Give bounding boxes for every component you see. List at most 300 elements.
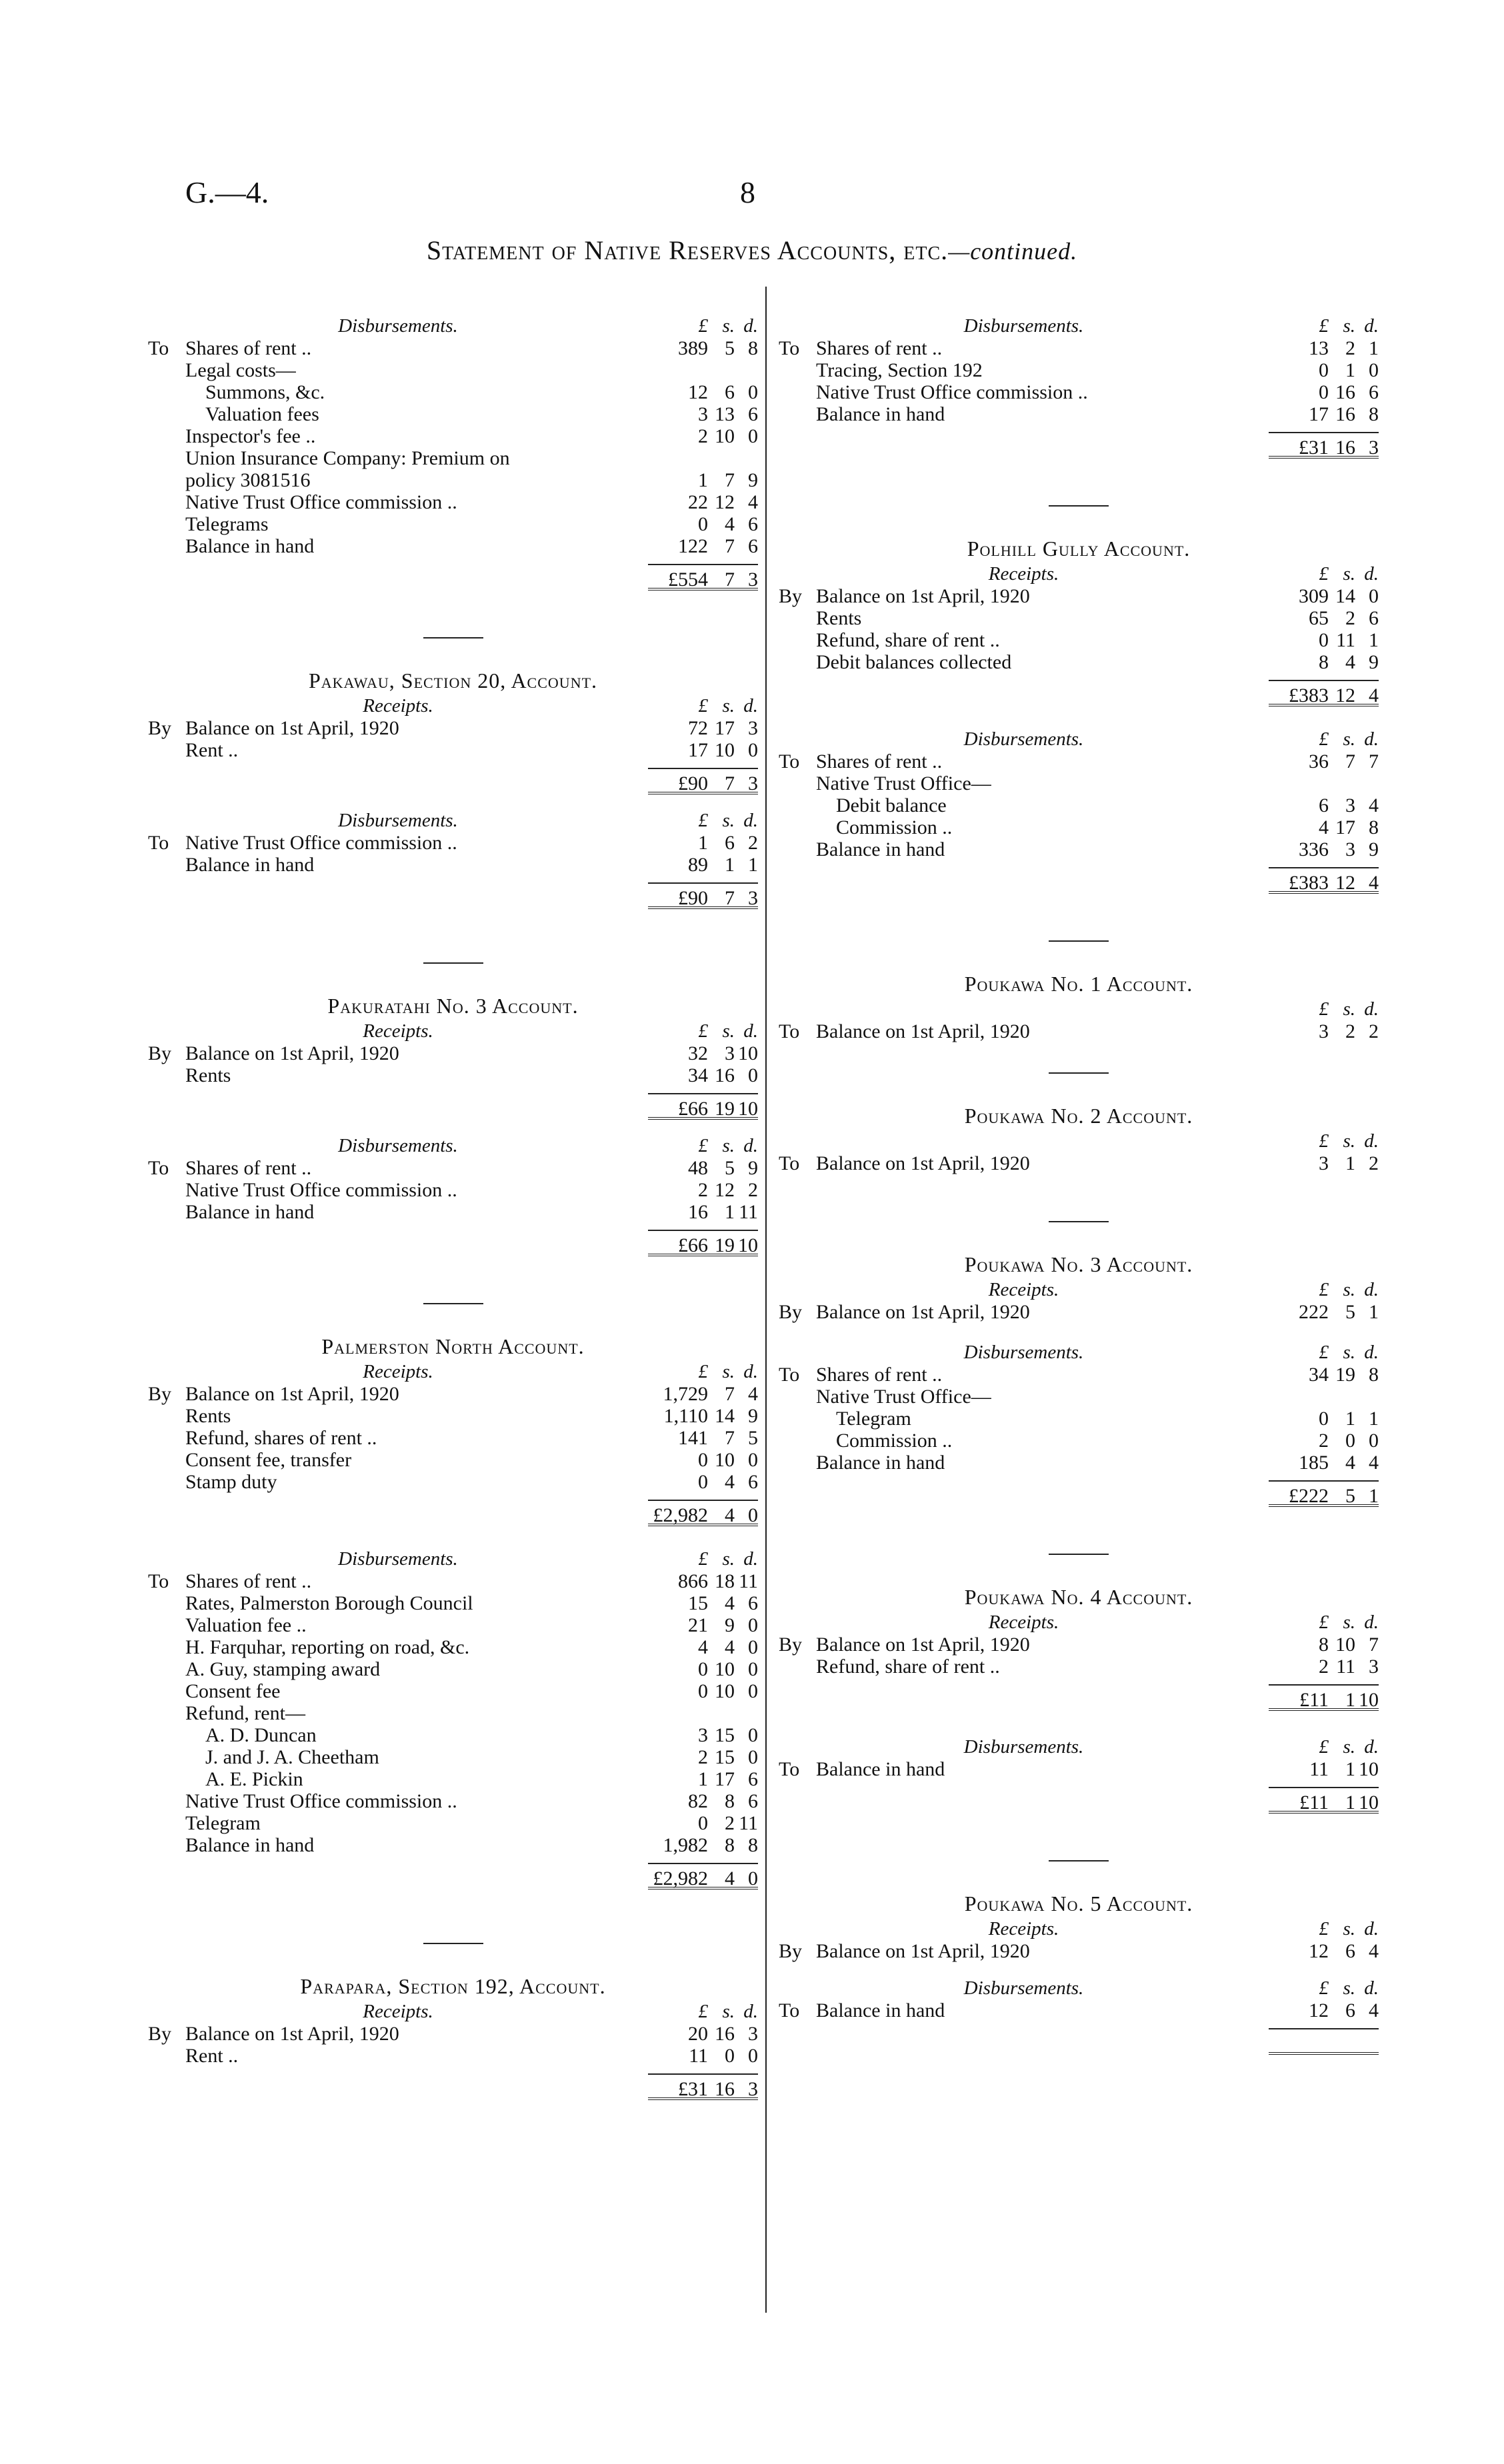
currency-header-d: d. <box>1364 1612 1379 1633</box>
row-amount <box>1269 1634 1379 1656</box>
row-amount-d: 6 <box>748 1790 758 1812</box>
ledger-row <box>779 1152 1379 1174</box>
account-pakuratahi-rec <box>148 962 758 1120</box>
row-amount-s: 1 <box>1345 1152 1355 1174</box>
currency-header <box>648 1020 758 1042</box>
currency-header-l: £ <box>1319 1130 1329 1152</box>
subheader <box>148 808 758 832</box>
row-description: Balance in hand <box>185 535 315 557</box>
total-spacer <box>148 2073 648 2100</box>
row-amount <box>648 1157 758 1179</box>
row-amount-l: 0 <box>698 1471 708 1493</box>
currency-header-d: d. <box>1364 728 1379 750</box>
row-prefix <box>779 381 816 403</box>
row-amount <box>648 1702 758 1724</box>
row-amount <box>1269 1152 1379 1174</box>
row-amount-s <box>1329 1386 1355 1408</box>
row-amount-s: 2 <box>1345 607 1355 629</box>
row-prefix <box>148 381 185 403</box>
row-description: Rents <box>185 1064 231 1086</box>
row-amount-s: 12 <box>715 491 735 513</box>
total-amount-s: 5 <box>1345 1485 1355 1507</box>
currency-header-l: £ <box>1319 1279 1329 1300</box>
row-description: Telegram <box>836 1408 911 1430</box>
row-description: Debit balances collected <box>816 651 1012 673</box>
row-amount-l: 1,982 <box>663 1834 708 1856</box>
currency-header-d: d. <box>1364 563 1379 585</box>
row-description: Debit balance <box>836 794 947 816</box>
row-amount-d: 6 <box>748 513 758 535</box>
row-prefix: By <box>779 1940 803 1962</box>
row-amount-s <box>708 359 735 381</box>
ledger-row <box>148 1790 758 1812</box>
row-prefix <box>148 1658 185 1680</box>
total-amount-d: 4 <box>1369 872 1379 894</box>
row-description: H. Farquhar, reporting on road, &c. <box>185 1636 470 1658</box>
row-prefix <box>779 403 816 425</box>
row-amount-d: 8 <box>1369 1364 1379 1386</box>
row-amount <box>648 1064 758 1086</box>
row-amount-d: 3 <box>1369 1656 1379 1678</box>
total-row <box>779 2028 1379 2055</box>
row-amount-l: 222 <box>1299 1301 1329 1323</box>
subheader <box>779 996 1379 1020</box>
total-amount-d: 10 <box>1359 1689 1379 1711</box>
account-title: Palmerston North Account. <box>321 1334 585 1358</box>
currency-header <box>1269 1977 1379 1999</box>
row-description: Rent .. <box>185 2045 239 2067</box>
row-description: Balance on 1st April, 1920 <box>816 585 1030 607</box>
total-spacer <box>779 867 1269 894</box>
row-amount-l <box>648 359 708 381</box>
row-amount-s: 6 <box>725 381 735 403</box>
row-amount-l: 11 <box>689 2045 708 2067</box>
row-description: Valuation fee .. <box>185 1614 307 1636</box>
row-amount-l: 12 <box>1309 1940 1329 1962</box>
row-description: Balance on 1st April, 1920 <box>816 1301 1030 1323</box>
row-prefix <box>148 1834 185 1856</box>
row-amount-l: 0 <box>698 1449 708 1471</box>
subheader <box>148 693 758 717</box>
total-amount <box>1269 1480 1379 1507</box>
currency-header-d: d. <box>1364 1736 1379 1758</box>
ledger-row <box>779 403 1379 425</box>
account-parapara-disb <box>779 313 1379 459</box>
row-amount <box>1269 1452 1379 1474</box>
subheader <box>148 1546 758 1570</box>
row-amount <box>1269 629 1379 651</box>
total-amount <box>648 1500 758 1526</box>
currency-header-s: s. <box>1343 1612 1355 1633</box>
row-amount-d: 0 <box>748 739 758 761</box>
ledger-row <box>779 337 1379 359</box>
row-amount-d: 4 <box>748 1383 758 1405</box>
row-prefix <box>779 1430 816 1452</box>
total-amount-s: 7 <box>725 569 735 591</box>
ledger-row <box>148 1724 758 1746</box>
row-amount-s: 13 <box>715 403 735 425</box>
ledger-row <box>779 651 1379 673</box>
row-amount-l: 21 <box>688 1614 708 1636</box>
ledger-row <box>779 381 1379 403</box>
account-poukawa5-disb <box>779 1975 1379 2055</box>
row-amount-l: 89 <box>688 854 708 876</box>
row-amount-s: 14 <box>1335 585 1355 607</box>
total-row <box>148 2073 758 2100</box>
row-amount <box>648 1201 758 1223</box>
row-amount-d <box>735 447 758 469</box>
row-amount-s: 1 <box>1345 359 1355 381</box>
row-amount-l: 2 <box>1319 1656 1329 1678</box>
ledger-row <box>779 1999 1379 2021</box>
account-poukawa3-disb <box>779 1340 1379 1507</box>
ledger-row <box>148 739 758 761</box>
ledger-row <box>779 629 1379 651</box>
account-poukawa4-rec <box>779 1554 1379 1711</box>
row-amount-l: 2 <box>1319 1430 1329 1452</box>
currency-header-d: d. <box>743 1020 758 1042</box>
total-amount-l: £66 <box>678 1234 708 1256</box>
ledger-row <box>779 794 1379 816</box>
ledger-row <box>148 447 758 469</box>
account-title: Poukawa No. 4 Account. <box>964 1585 1193 1609</box>
currency-header-l: £ <box>698 2001 708 2022</box>
total-row <box>779 1480 1379 1507</box>
subheader-label: Receipts. <box>363 2001 433 2022</box>
row-amount-d: 6 <box>748 403 758 425</box>
subheader <box>779 1734 1379 1758</box>
currency-header-s: s. <box>1343 998 1355 1020</box>
currency-header-s: s. <box>722 810 735 831</box>
row-amount-l <box>648 1702 708 1724</box>
row-amount-d: 4 <box>1369 794 1379 816</box>
row-amount <box>1269 772 1379 794</box>
section-rule <box>1049 1860 1109 1861</box>
total-amount-s: 16 <box>1335 437 1355 459</box>
total-amount-d: 3 <box>748 569 758 591</box>
currency-header-d: d. <box>1364 1977 1379 1999</box>
row-amount-s: 5 <box>725 1157 735 1179</box>
ledger-row <box>779 1758 1379 1780</box>
page-title <box>0 235 1504 266</box>
currency-header-s: s. <box>722 1548 735 1570</box>
currency-header-d: d. <box>1364 998 1379 1020</box>
row-amount-s: 0 <box>1345 1430 1355 1452</box>
row-amount-d <box>1355 1386 1379 1408</box>
row-amount-l: 866 <box>678 1570 708 1592</box>
ledger-row <box>148 1042 758 1064</box>
row-amount-s: 7 <box>725 1427 735 1449</box>
total-spacer <box>779 432 1269 459</box>
row-prefix <box>148 1680 185 1702</box>
row-description: Telegrams <box>185 513 269 535</box>
row-prefix <box>779 607 816 629</box>
row-description: Refund, share of rent .. <box>816 1656 1000 1678</box>
total-amount-l: £11 <box>1299 1792 1329 1814</box>
subheader-label: Disbursements. <box>338 1548 458 1570</box>
row-prefix <box>148 1427 185 1449</box>
row-prefix: To <box>779 750 800 772</box>
row-description: Summons, &c. <box>205 381 325 403</box>
row-amount-l: 15 <box>688 1592 708 1614</box>
total-amount-l: £2,982 <box>653 1504 708 1526</box>
ledger-row <box>779 772 1379 794</box>
subheader-label: Receipts. <box>363 1020 433 1042</box>
total-amount-l: £222 <box>1289 1485 1329 1507</box>
total-spacer <box>148 768 648 794</box>
total-amount-d: 3 <box>1369 437 1379 459</box>
left-column <box>148 287 758 2100</box>
account-title: Poukawa No. 1 Account. <box>964 972 1193 996</box>
total-amount <box>1269 1787 1379 1814</box>
ledger-row <box>148 854 758 876</box>
row-prefix <box>148 1592 185 1614</box>
row-description: Stamp duty <box>185 1471 277 1493</box>
subheader-label: Receipts. <box>363 695 433 716</box>
row-amount <box>1269 585 1379 607</box>
row-description: Balance in hand <box>816 1999 945 2021</box>
row-amount-d: 0 <box>1369 585 1379 607</box>
total-amount <box>648 1230 758 1256</box>
subheader <box>779 726 1379 750</box>
subheader <box>779 1916 1379 1940</box>
row-amount <box>648 739 758 761</box>
row-amount <box>648 1427 758 1449</box>
row-prefix <box>779 1408 816 1430</box>
row-amount-l <box>1269 772 1329 794</box>
ledger-row <box>779 359 1379 381</box>
row-amount <box>1269 1758 1379 1780</box>
row-amount-d <box>1355 772 1379 794</box>
section-rule <box>423 637 483 638</box>
row-prefix <box>779 1656 816 1678</box>
row-amount-l: 141 <box>678 1427 708 1449</box>
subheader <box>148 313 758 337</box>
subheader-label: Receipts. <box>363 1361 433 1382</box>
row-amount <box>648 1658 758 1680</box>
ledger-row <box>148 1405 758 1427</box>
row-amount-d: 1 <box>1369 1408 1379 1430</box>
account-pakawau-rec <box>148 637 758 794</box>
ledger-row <box>148 1201 758 1223</box>
row-amount <box>1269 794 1379 816</box>
row-amount-d: 6 <box>1369 607 1379 629</box>
row-amount <box>1269 1656 1379 1678</box>
row-amount-d: 5 <box>748 1427 758 1449</box>
row-prefix <box>779 838 816 860</box>
row-amount-l: 16 <box>688 1201 708 1223</box>
row-amount-d: 7 <box>1369 1634 1379 1656</box>
row-amount-d: 0 <box>748 1636 758 1658</box>
row-description: Native Trust Office— <box>816 772 991 794</box>
currency-header-l: £ <box>1319 563 1329 585</box>
row-description: Native Trust Office commission .. <box>185 491 457 513</box>
row-amount-d: 8 <box>1369 816 1379 838</box>
row-amount <box>648 403 758 425</box>
row-description: Balance in hand <box>185 1834 315 1856</box>
row-amount-l: 0 <box>698 1658 708 1680</box>
row-prefix <box>148 1746 185 1768</box>
ledger-row <box>148 403 758 425</box>
row-amount-s: 4 <box>725 1636 735 1658</box>
total-amount <box>1269 1684 1379 1711</box>
row-prefix <box>779 359 816 381</box>
total-amount-s: 12 <box>1335 684 1355 706</box>
ledger-row <box>779 585 1379 607</box>
currency-header-s: s. <box>722 1361 735 1382</box>
row-amount-d: 8 <box>1369 403 1379 425</box>
row-description: J. and J. A. Cheetham <box>205 1746 379 1768</box>
currency-header-s: s. <box>1343 1342 1355 1363</box>
row-prefix <box>779 629 816 651</box>
row-amount <box>1269 403 1379 425</box>
total-spacer <box>148 1863 648 1889</box>
row-amount-l <box>1269 1386 1329 1408</box>
total-row <box>779 1684 1379 1711</box>
row-amount-l: 13 <box>1309 337 1329 359</box>
row-amount-d: 6 <box>748 1592 758 1614</box>
row-amount-s: 1 <box>1345 1758 1355 1780</box>
row-amount-d: 0 <box>748 381 758 403</box>
currency-header <box>1269 728 1379 750</box>
total-amount-l <box>1269 2031 1329 2049</box>
row-amount <box>1269 1430 1379 1452</box>
ledger-row <box>148 381 758 403</box>
row-amount-d: 0 <box>748 2045 758 2067</box>
section-rule <box>1049 1554 1109 1555</box>
row-description: policy 3081516 <box>185 469 311 491</box>
currency-header <box>1269 315 1379 337</box>
row-amount <box>1269 1999 1379 2021</box>
row-amount-s: 9 <box>725 1614 735 1636</box>
row-amount-d: 8 <box>748 337 758 359</box>
currency-header <box>648 810 758 832</box>
row-description: Balance in hand <box>185 854 315 876</box>
row-prefix <box>148 513 185 535</box>
currency-header-l: £ <box>1319 1612 1329 1633</box>
currency-header-l: £ <box>698 1548 708 1570</box>
currency-header <box>1269 1918 1379 1940</box>
row-amount-l: 17 <box>688 739 708 761</box>
total-amount <box>1269 2028 1379 2055</box>
ledger-row <box>148 1834 758 1856</box>
total-amount <box>648 882 758 909</box>
total-amount-d <box>1355 2031 1379 2049</box>
row-amount-d: 4 <box>1369 1452 1379 1474</box>
currency-header <box>648 1548 758 1570</box>
section-rule <box>423 1943 483 1944</box>
currency-header-d: d. <box>1364 1342 1379 1363</box>
section-rule <box>1049 505 1109 507</box>
currency-header-d: d. <box>743 1548 758 1570</box>
total-spacer <box>779 1787 1269 1814</box>
total-amount-l: £90 <box>678 887 708 909</box>
row-amount-d: 3 <box>748 2023 758 2045</box>
currency-header-s: s. <box>722 315 735 337</box>
row-amount-l: 32 <box>688 1042 708 1064</box>
ledger-row <box>148 1064 758 1086</box>
row-amount-s <box>1329 772 1355 794</box>
row-description: Balance in hand <box>816 1758 945 1780</box>
currency-header-l: £ <box>698 1135 708 1156</box>
subheader-label: Receipts. <box>988 1612 1059 1633</box>
row-description: Shares of rent .. <box>185 1157 312 1179</box>
row-amount <box>1269 607 1379 629</box>
row-amount-d: 0 <box>1369 359 1379 381</box>
total-amount-l: £90 <box>678 772 708 794</box>
account-poukawa4-disb <box>779 1734 1379 1814</box>
currency-header-l: £ <box>1319 315 1329 337</box>
ledger-row <box>148 1680 758 1702</box>
subheader <box>779 561 1379 585</box>
total-amount <box>648 768 758 794</box>
row-amount <box>1269 337 1379 359</box>
total-amount <box>648 2073 758 2100</box>
total-amount-l: £11 <box>1299 1689 1329 1711</box>
row-description: Refund, shares of rent .. <box>185 1427 377 1449</box>
row-amount-s: 4 <box>1345 651 1355 673</box>
row-amount-l: 36 <box>1309 750 1329 772</box>
row-description: Telegram <box>185 1812 261 1834</box>
row-description: Native Trust Office commission .. <box>185 1179 457 1201</box>
currency-header-l: £ <box>698 810 708 831</box>
currency-header <box>648 695 758 717</box>
account-pakuratahi-disb <box>148 1133 758 1256</box>
total-amount-l: £66 <box>678 1098 708 1120</box>
currency-header <box>1269 1612 1379 1634</box>
row-amount-l: 336 <box>1299 838 1329 860</box>
currency-header-s: s. <box>1343 728 1355 750</box>
row-description: Rents <box>816 607 862 629</box>
currency-header <box>1269 1279 1379 1301</box>
row-amount-s: 12 <box>715 1179 735 1201</box>
row-amount-s: 6 <box>725 832 735 854</box>
row-description: Balance on 1st April, 1920 <box>185 2023 399 2045</box>
row-prefix <box>779 816 816 838</box>
row-prefix <box>779 794 816 816</box>
title-continued: —continued. <box>948 238 1078 265</box>
currency-header <box>648 315 758 337</box>
row-prefix: By <box>148 717 172 739</box>
row-amount-s: 15 <box>715 1746 735 1768</box>
row-amount-s: 16 <box>1335 403 1355 425</box>
row-prefix <box>779 1452 816 1474</box>
subheader <box>779 1975 1379 1999</box>
row-amount-l: 12 <box>1309 1999 1329 2021</box>
row-amount-l: 3 <box>698 1724 708 1746</box>
row-amount <box>648 425 758 447</box>
row-amount-s: 16 <box>1335 381 1355 403</box>
currency-header-s: s. <box>1343 1977 1355 1999</box>
row-amount-s: 8 <box>725 1834 735 1856</box>
row-amount-l: 0 <box>1319 381 1329 403</box>
row-amount-s: 5 <box>1345 1301 1355 1323</box>
row-amount-l: 1 <box>698 469 708 491</box>
row-description: Balance on 1st April, 1920 <box>816 1940 1030 1962</box>
currency-header-d: d. <box>743 315 758 337</box>
currency-header <box>1269 563 1379 585</box>
row-amount-s: 10 <box>715 1449 735 1471</box>
row-amount-l: 2 <box>698 1179 708 1201</box>
row-description: Refund, rent— <box>185 1702 305 1724</box>
row-amount-s <box>708 447 735 469</box>
ledger-row <box>148 2023 758 2045</box>
ledger-row <box>148 1570 758 1592</box>
account-palmerston-disb <box>148 1546 758 1889</box>
total-amount-s: 4 <box>725 1867 735 1889</box>
row-amount-s: 7 <box>1345 750 1355 772</box>
row-amount-d: 11 <box>739 1812 758 1834</box>
